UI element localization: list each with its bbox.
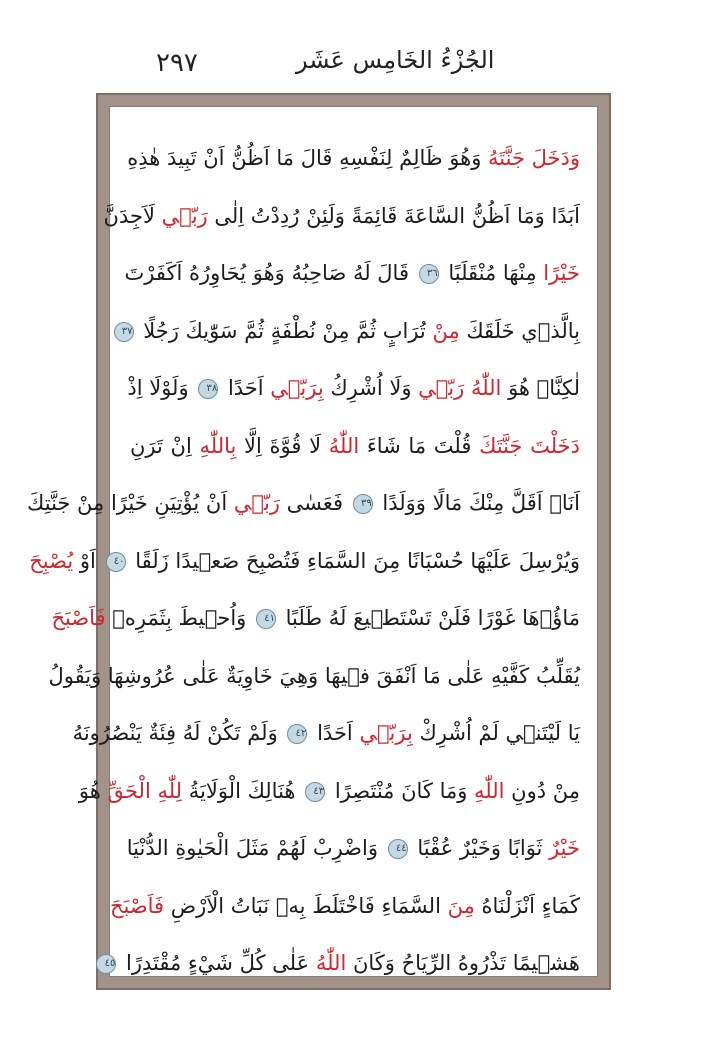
ayah-number-marker: ٣٧ <box>114 322 134 342</box>
text-line <box>109 878 580 936</box>
verse-text: قَالَ لَهُ صَاحِبُهُ وَهُوَ يُحَاوِرُهُ اَكَفَرْتَ <box>124 261 416 285</box>
highlighted-word: رَبّ۪ي <box>233 491 280 515</box>
highlighted-word: يُصْبِحَ <box>29 548 74 573</box>
text-line <box>27 475 580 533</box>
verse-text: بِالَّذ۪ي خَلَقَكَ <box>459 318 580 343</box>
verse-text: مَاؤُ۬هَا غَوْرًا فَلَنْ تَسْتَط۪يعَ لَهُ طَلَبًا <box>278 606 580 630</box>
highlighted-word: مِنَ <box>447 893 475 918</box>
text-line <box>126 820 580 878</box>
highlighted-word: اللّٰهُ رَبّ۪ي <box>418 376 502 400</box>
highlighted-word: دَخَلْتَ جَنَّتَكَ <box>479 433 581 458</box>
ayah-number-marker: ٤٢ <box>287 724 307 744</box>
verse-text: وَلَوْلَا اِذْ <box>127 376 196 400</box>
highlighted-word: مِنْ <box>432 318 460 343</box>
verse-text: اَنَا۬ اَقَلَّ مِنْكَ مَالًا وَوَلَدًا <box>375 491 580 515</box>
verse-text: اَبَدًا وَمَا اَظُنُّ السَّاعَةَ قَائِمَةً وَلَئِنْ رُدِدْتُ اِلٰى <box>207 203 580 228</box>
verse-text: وَاضْرِبْ لَهُمْ مَثَلَ الْحَيٰوةِ الدُّنْيَا <box>126 836 385 860</box>
verse-text: اَحَدًا <box>310 721 360 745</box>
verse-text: مِنْهَا مُنْقَلَبًا <box>441 261 544 285</box>
ayah-number-marker: ٤٥ <box>96 954 116 974</box>
text-line <box>72 705 580 763</box>
verse-text: ثَوَابًا وَخَيْرٌ عُقْبًا <box>410 836 550 860</box>
ayah-number-marker: ٣٦ <box>419 264 439 284</box>
highlighted-word: اللّٰهُ <box>328 433 360 458</box>
verse-text: وَلَمْ تَكُنْ لَهُ فِئَةٌ يَنْصُرُونَهُ <box>72 721 285 745</box>
ayah-number-marker: ٤٣ <box>305 782 325 802</box>
verse-text: يَا لَيْتَن۪ي لَمْ اُشْرِكْ <box>412 721 580 745</box>
highlighted-word: لِلّٰهِ الْحَقِّ <box>107 778 183 803</box>
verse-text: لَا قُوَّةَ اِلَّا <box>236 433 329 458</box>
text-line <box>121 303 580 361</box>
verse-text: هَش۪يمًا تَذْرُوهُ الرِّيَاحُ وَكَانَ <box>346 951 580 975</box>
verse-text: تُرَابٍ ثُمَّ مِنْ نُطْفَةٍ ثُمَّ سَوّٰيكَ رَجُلًا <box>136 318 433 343</box>
ayah-number-marker: ٤٤ <box>388 839 408 859</box>
verse-text: وَاُح۪يطَ بِثَمَرِه۪ <box>105 606 253 630</box>
verse-text: اَحَدًا <box>221 376 271 400</box>
juz-title: الجُزْءُ الخَامِس عَشَر <box>296 46 495 74</box>
verse-text: وَهُوَ ظَالِمٌ لِنَفْسِهِ قَالَ مَا اَظُنُّ اَنْ تَبِيدَ هٰذِهِ <box>127 146 489 170</box>
page-number: ٢٩٧ <box>156 48 198 78</box>
verse-text: اِنْ تَرَنِ <box>130 433 200 458</box>
text-line <box>127 360 580 418</box>
text-line <box>127 130 580 188</box>
text-line <box>103 188 580 246</box>
text-line <box>78 763 580 821</box>
verse-text: وَلَا اُشْرِكُ <box>323 376 419 400</box>
text-line <box>29 533 580 591</box>
highlighted-word: بِرَبّ۪ي <box>270 376 324 400</box>
verse-text: اَنْ يُؤْتِيَنِ خَيْرًا مِنْ جَنَّتِكَ <box>27 491 234 515</box>
verse-text: وَيُرْسِلَ عَلَيْهَا حُسْبَانًا مِنَ السَّمَاءِ فَتُصْبِحَ صَع۪يدًا زَلَقًا <box>128 548 580 573</box>
ayah-number-marker: ٤١ <box>256 609 276 629</box>
highlighted-word: خَيْرًا <box>543 261 580 285</box>
verse-text: هُنَالِكَ الْوَلَايَةُ <box>182 778 303 803</box>
ayah-number-marker: ٣٨ <box>198 379 218 399</box>
text-line <box>48 648 580 706</box>
highlighted-word: خَيْرٌ <box>549 836 580 860</box>
highlighted-word: اللّٰهُ <box>315 951 347 975</box>
highlighted-word: رَبّ۪ي <box>161 203 208 228</box>
ayah-number-marker: ٣٩ <box>353 494 373 514</box>
verse-text: وَمَا كَانَ مُنْتَصِرًا <box>328 778 475 803</box>
page-header <box>96 46 611 90</box>
verse-text: لَاَجِدَنَّ <box>103 203 162 228</box>
highlighted-word: وَدَخَلَ جَنَّتَهُ <box>488 146 580 170</box>
verse-text: اَوْ <box>73 548 103 573</box>
verse-text: عَلٰى كُلِّ شَيْءٍ مُقْتَدِرًا <box>119 951 316 975</box>
text-line <box>104 935 580 993</box>
verse-text: لٰكِنَّا۬ هُوَ <box>501 376 580 400</box>
verse-text: هُوَ <box>78 778 108 803</box>
verse-text: السَّمَاءِ فَاخْتَلَطَ بِه۪ نَبَاتُ الْاَرْضِ <box>164 893 448 918</box>
highlighted-word: بِرَبّ۪ي <box>359 721 413 745</box>
verse-text: مِنْ دُونِ <box>504 778 580 803</box>
highlighted-word: فَاَصْبَحَ <box>51 606 106 630</box>
text-line <box>130 418 580 476</box>
verse-text: يُقَلِّبُ كَفَّيْهِ عَلٰى مَا اَنْفَقَ ف۪يهَا وَهِيَ خَاوِيَةٌ عَلٰى عُرُوشِهَا وَيَقُولُ <box>48 663 580 688</box>
highlighted-word: بِاللّٰهِ <box>199 433 237 458</box>
text-line <box>124 245 580 303</box>
verse-text: فَعَسٰى <box>279 491 350 515</box>
quran-text-block <box>27 130 581 975</box>
verse-text: كَمَاءٍ اَنْزَلْنَاهُ <box>474 893 580 918</box>
ayah-number-marker: ٤٠ <box>106 552 126 572</box>
highlighted-word: اللّٰهِ <box>474 778 505 803</box>
text-line <box>51 590 580 648</box>
highlighted-word: فَاَصْبَحَ <box>109 893 165 918</box>
verse-text: قُلْتَ مَا شَاءَ <box>359 433 480 458</box>
